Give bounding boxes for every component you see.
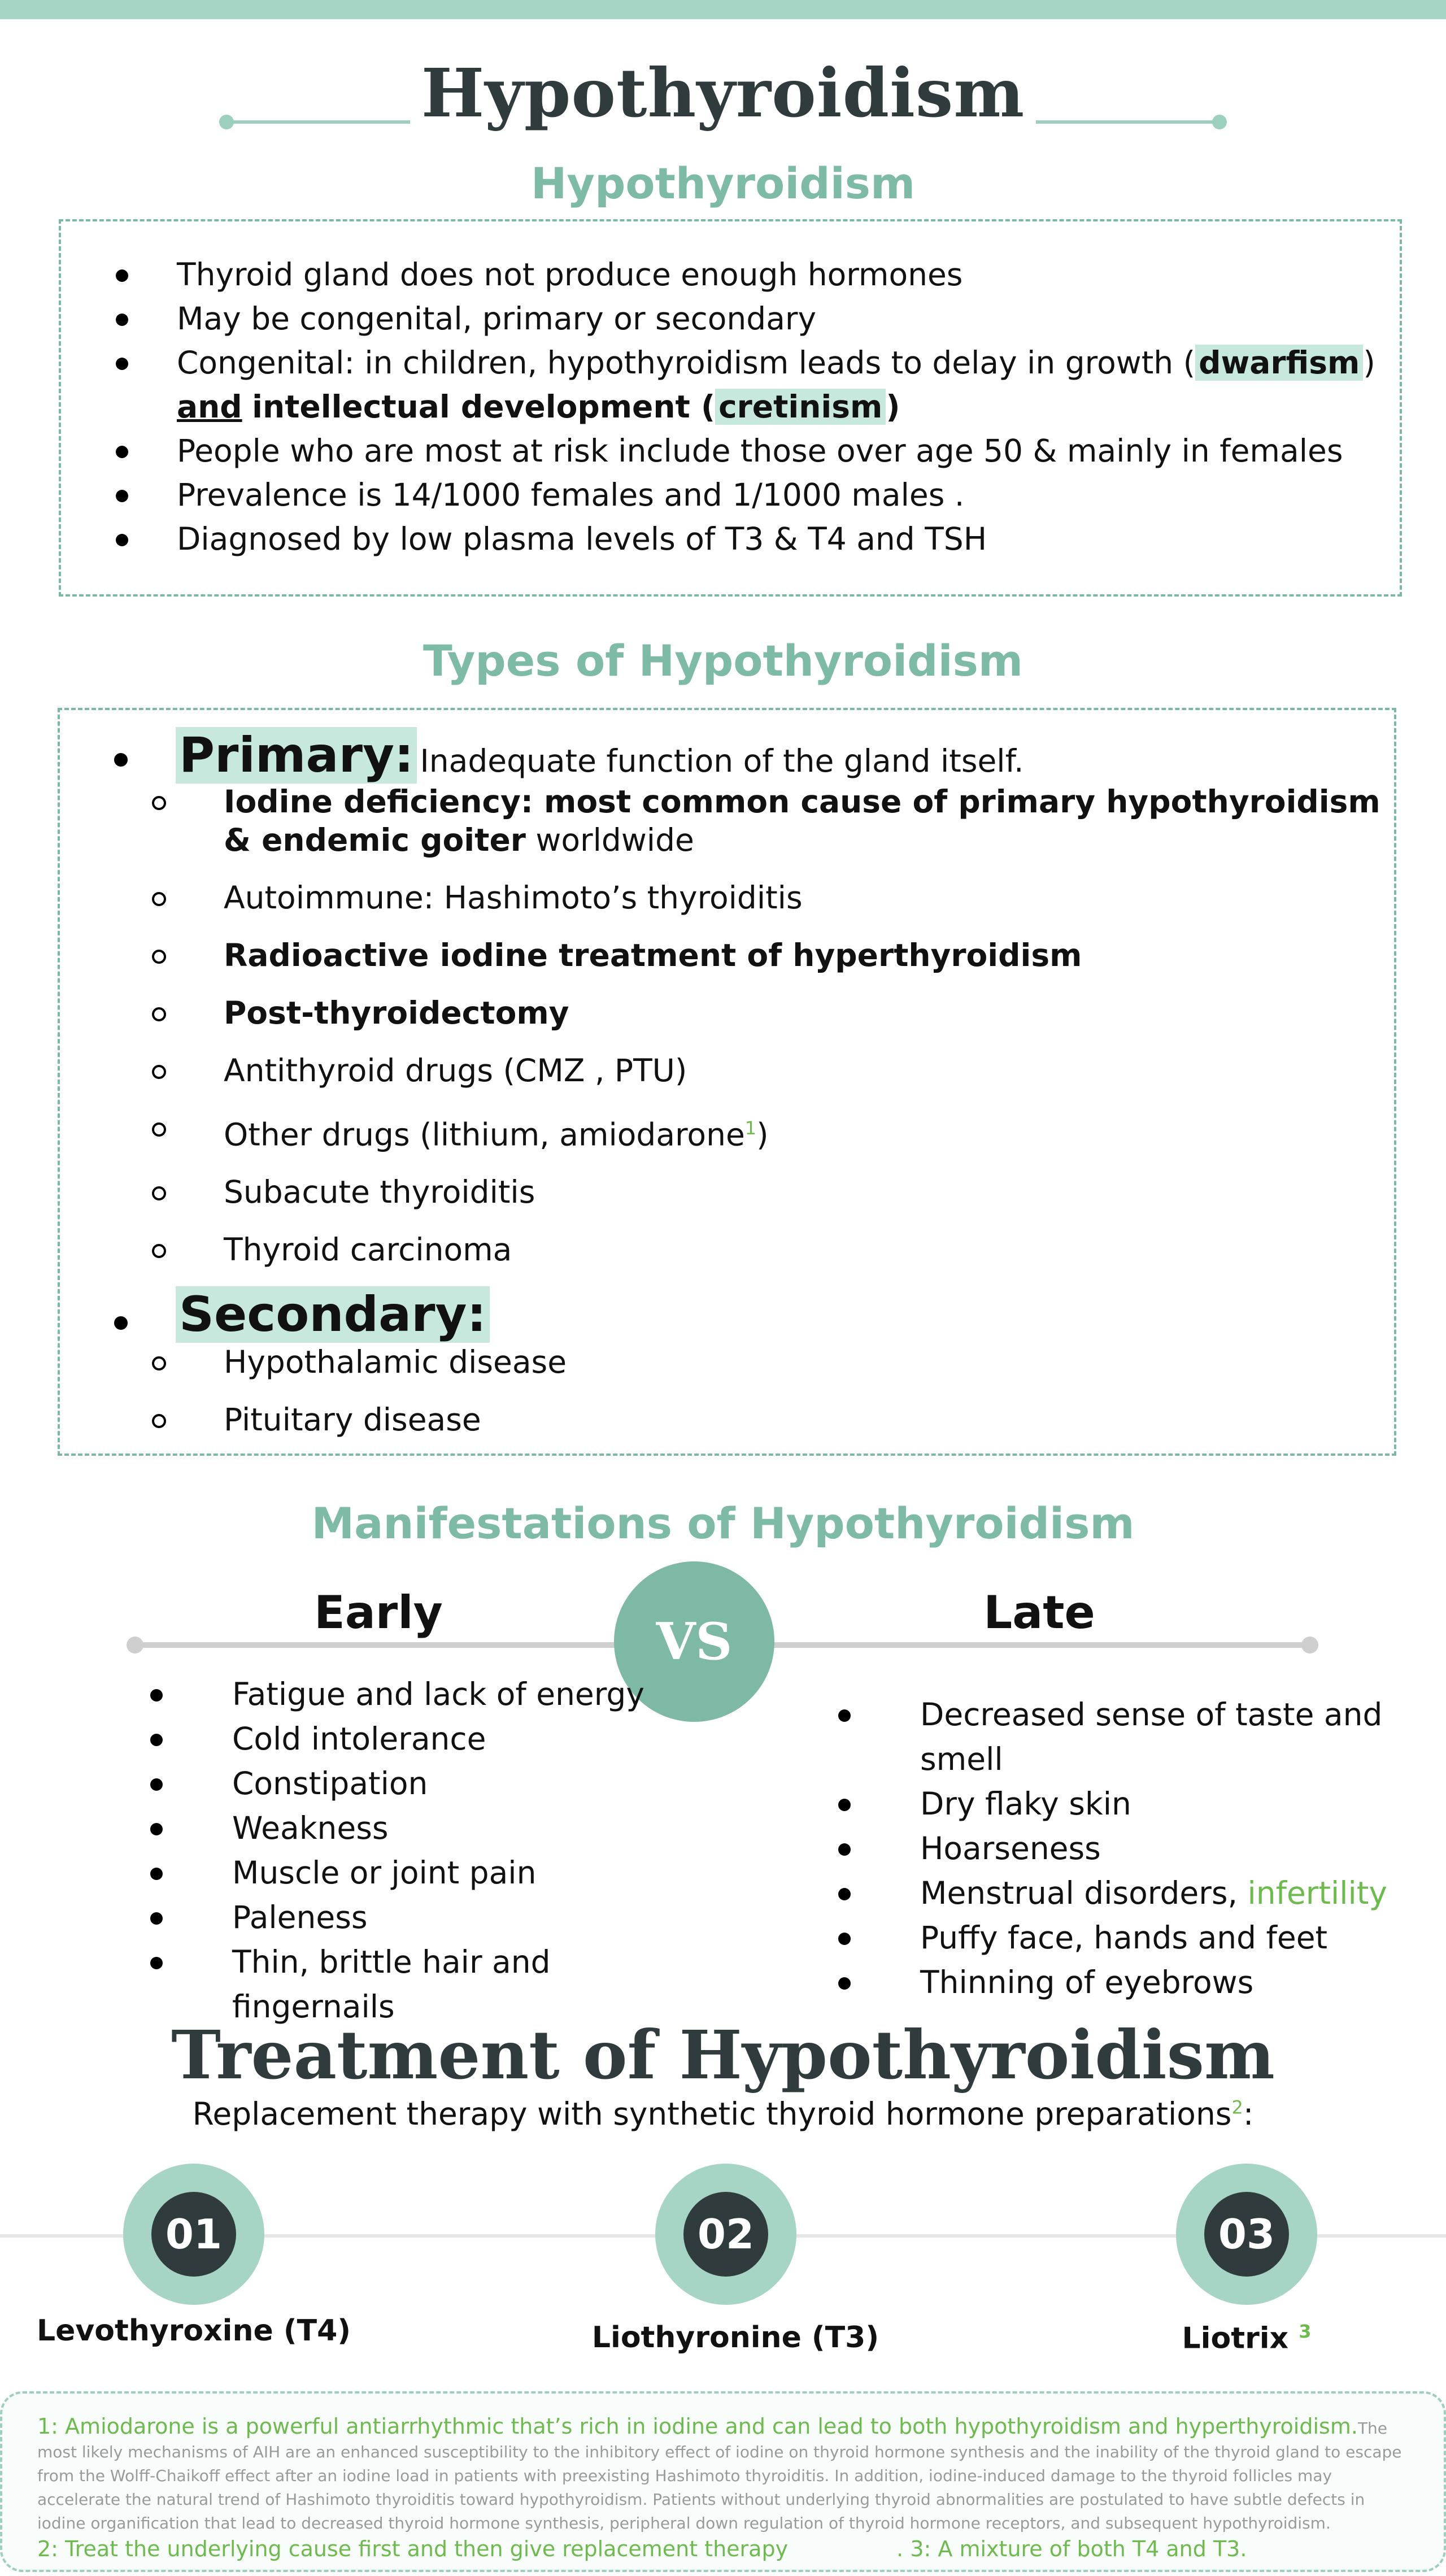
- vs-badge: VS: [614, 1561, 774, 1722]
- list-item: Prevalence is 14/1000 females and 1/1000 males .: [61, 473, 1400, 517]
- footnotes-content: [37, 2414, 1410, 2561]
- footnote-1: 1: Amiodarone is a powerful antiarrhythmic that’s rich in iodine and can lead to both hypothyroidism and hyperthyroidism. The most likely mechanisms of AIH are an enhanced susceptibility to the inhibitory effect of iodine on thyroid hormone synthesis and the inability of the thyroid gland to escape from the Wolff-Chaikoff effect after an iodine load in patients with preexisting Hashimoto thyroiditis. In addition, iodine-induced damage to the thyroid follicles may accelerate the natural trend of Hashimoto thyroiditis toward hypothyroidism. Patients without underlying thyroid abnormalities are postulated to have subtle defects in iodine organification that lead to decreased thyroid hormone synthesis, peripheral down regulation of thyroid hormone receptors, and subsequent hypothyroidism.: [37, 2414, 1402, 2533]
- list-item: Weakness: [150, 1806, 659, 1851]
- late-symptoms-list: [838, 1692, 1426, 2005]
- list-item: People who are most at risk include those over age 50 & mainly in females: [61, 429, 1400, 473]
- list-item: Thyroid gland does not produce enough hormones: [61, 253, 1400, 297]
- page-title: Hypothyroidism: [0, 54, 1446, 132]
- list-item: Post-thyroidectomy: [60, 994, 1387, 1032]
- list-item: Antithyroid drugs (CMZ , PTU): [60, 1051, 1387, 1090]
- early-title: Early: [314, 1586, 443, 1639]
- secondary-bullet: [114, 1316, 128, 1330]
- secondary-causes-list: [60, 1343, 1387, 1458]
- drug-number-badge-1: 01: [123, 2164, 264, 2305]
- treatment-subtitle: Replacement therapy with synthetic thyroid hormone preparations$^2$:: [192, 2096, 1254, 2132]
- list-item: Subacute thyroiditis: [60, 1173, 1387, 1211]
- list-item: Thyroid carcinoma: [60, 1230, 1387, 1269]
- primary-bullet: [114, 753, 128, 767]
- drug-label-levothyroxine: Levothyroxine (T4): [36, 2314, 351, 2348]
- overview-box: [59, 219, 1402, 597]
- overview-list: [61, 253, 1400, 561]
- list-item: Constipation: [150, 1761, 659, 1806]
- list-item: Autoimmune: Hashimoto’s thyroiditis: [60, 878, 1387, 917]
- footnotes-2-3: 2: Treat the underlying cause first and then give replacement therapy . 3: A mixture of both T4 and T3.: [37, 2536, 1247, 2561]
- list-item: Hoarseness: [838, 1826, 1426, 1871]
- drug-number-badge-2: 02: [655, 2164, 796, 2305]
- list-item: Iodine deficiency: most common cause of primary hypothyroidism & endemic goiter worldwide: [60, 782, 1387, 859]
- list-item: May be congenital, primary or secondary: [61, 297, 1400, 341]
- list-item: Other drugs (lithium, amiodarone$^1$): [60, 1109, 1387, 1154]
- top-accent-bar: [0, 0, 1446, 19]
- drug-label-liotrix: Liotrix $^3$: [1182, 2321, 1312, 2356]
- dwarfism-highlight: dwarfism: [1195, 345, 1363, 381]
- list-item: Paleness: [150, 1895, 659, 1940]
- primary-description: Inadequate function of the gland itself.: [420, 743, 1024, 779]
- list-item: Congenital: in children, hypothyroidism leads to delay in growth ( dwarfism ) and intellectual development ( cretinism ): [61, 341, 1400, 429]
- list-item: Radioactive iodine treatment of hyperthyroidism: [60, 936, 1387, 974]
- primary-row: [176, 727, 1373, 784]
- list-item: Puffy face, hands and feet: [838, 1916, 1426, 1960]
- vs-line-right: [768, 1642, 1310, 1648]
- drug-number-badge-3: 03: [1176, 2164, 1317, 2305]
- vs-line-dot-right: [1301, 1637, 1318, 1653]
- secondary-row: [176, 1286, 490, 1343]
- list-item: Dry flaky skin: [838, 1782, 1426, 1826]
- list-item: Menstrual disorders, infertility: [838, 1871, 1426, 1916]
- cretinism-highlight: cretinism: [715, 389, 886, 425]
- list-item: Pituitary disease: [60, 1400, 1387, 1439]
- types-box: [58, 708, 1396, 1456]
- list-item: Thinning of eyebrows: [838, 1960, 1426, 2005]
- list-item: Decreased sense of taste and smell: [838, 1692, 1426, 1782]
- treatment-title: Treatment of Hypothyroidism: [171, 2016, 1275, 2094]
- late-title: Late: [983, 1586, 1095, 1639]
- list-item: Cold intolerance: [150, 1717, 659, 1761]
- secondary-title: Secondary:: [176, 1286, 490, 1343]
- primary-title: Primary:: [176, 727, 417, 784]
- drug-label-liothyronine: Liothyronine (T3): [591, 2321, 879, 2355]
- footnote-2: 2: Treat the underlying cause first and then give replacement therapy: [37, 2536, 789, 2561]
- footnotes-box: [0, 2391, 1446, 2572]
- list-item: Thin, brittle hair and fingernails: [150, 1940, 659, 2029]
- manifestations-heading: Manifestations of Hypothyroidism: [311, 1498, 1135, 1548]
- types-heading: Types of Hypothyroidism: [423, 636, 1023, 686]
- infertility-highlight: infertility: [1247, 1875, 1387, 1911]
- footnote-ref-1: 1: [744, 1117, 757, 1139]
- footnote-ref-2: 2: [1231, 2096, 1243, 2118]
- overview-heading: Hypothyroidism: [530, 158, 916, 208]
- list-item: Fatigue and lack of energy: [150, 1672, 659, 1717]
- footnote-3: 3: A mixture of both T4 and T3.: [910, 2536, 1247, 2561]
- list-item: Muscle or joint pain: [150, 1851, 659, 1895]
- list-item: Hypothalamic disease: [60, 1343, 1387, 1381]
- list-item: Diagnosed by low plasma levels of T3 & T4 and TSH: [61, 517, 1400, 561]
- vs-line-dot-left: [127, 1637, 143, 1653]
- early-symptoms-list: [150, 1672, 659, 2029]
- primary-causes-list: [60, 782, 1387, 1288]
- vs-line-left: [136, 1642, 621, 1648]
- footnote-ref-3: 3: [1299, 2321, 1312, 2342]
